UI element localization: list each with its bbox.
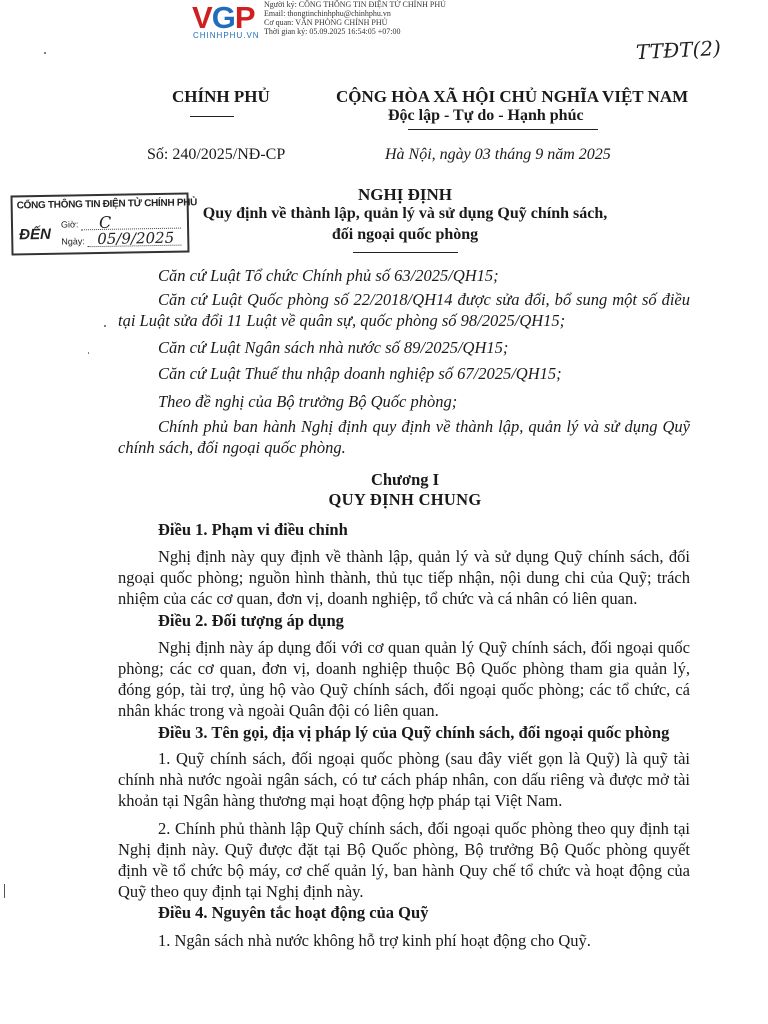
email-line: Email: thongtinchinhphu@chinhphu.vn [264,9,391,18]
signer-line: Người ký: CỔNG THÔNG TIN ĐIỆN TỬ CHÍNH PHỦ [264,0,446,9]
enactment-clause: Chính phủ ban hành Nghị định quy định về thành lập, quản lý và sử dụng Quỹ chính sách, đối ngoại quốc phòng. [118,417,690,457]
issuer-name: CHÍNH PHỦ [172,87,270,106]
signed-time-line: Thời gian ký: 05.09.2025 16:54:05 +07:00 [264,27,401,36]
issuer-underline [190,116,234,117]
place-and-date: Hà Nội, ngày 03 tháng 9 năm 2025 [385,146,611,163]
stamp-den: ĐẾN [19,225,51,244]
decree-title-line-1: Quy định về thành lập, quản lý và sử dụng Quỹ chính sách, [202,205,608,222]
document-number: Số: 240/2025/NĐ-CP [147,146,286,163]
chapter-title: QUY ĐỊNH CHUNG [328,490,482,509]
vgp-logo [192,2,272,42]
article-heading: Điều 1. Phạm vi điều chỉnh [158,520,348,539]
stamp-hour-value: C [98,212,112,233]
legal-basis: Theo đề nghị của Bộ trưởng Bộ Quốc phòng; [158,392,458,411]
article-heading: Điều 3. Tên gọi, địa vị pháp lý của Quỹ chính sách, đối ngoại quốc phòng [158,723,670,742]
agency-line: Cơ quan: VĂN PHÒNG CHÍNH PHỦ [264,18,388,27]
nation-name: CỘNG HÒA XÃ HỘI CHỦ NGHĨA VIỆT NAM [336,87,689,106]
article-paragraph: Nghị định này áp dụng đối với cơ quan quản lý Quỹ chính sách, đối ngoại quốc phòng; các cơ quan, đơn vị, doanh nghiệp thuộc Bộ Quốc phòng tham gia quản lý, đóng góp, tài trợ, ủng hộ vào Quỹ chính sách, đối ngoại quốc phòng; các tổ chức, cá nhân khác trong và ngoài Quân đội có liên quan. [118,638,690,720]
article-heading: Điều 2. Đối tượng áp dụng [158,611,344,630]
national-motto: Độc lập - Tự do - Hạnh phúc [388,107,584,124]
scan-speck [88,352,89,354]
legal-basis: Căn cứ Luật Tổ chức Chính phủ số 63/2025/QH15; [158,266,499,285]
legal-basis: Căn cứ Luật Quốc phòng số 22/2018/QH14 được sửa đổi, bổ sung một số điều tại Luật sửa đổi 11 Luật về quân sự, quốc phòng số 98/2025/QH15; [118,290,690,330]
article-paragraph: 1. Quỹ chính sách, đối ngoại quốc phòng (sau đây viết gọn là Quỹ) là quỹ tài chính nhà nước ngoài ngân sách, có tư cách pháp nhân, con dấu riêng và được mở tài khoản tại Ngân hàng thương mại hoạt động hợp pháp tại Việt Nam. [118,749,690,810]
stamp-date-label: Ngày: [61,236,85,247]
stamp-hour-label: Giờ: [60,219,79,230]
scan-speck [104,325,106,327]
handwritten-note: TTĐT(2) [635,35,722,65]
title-underline [353,252,458,253]
article-paragraph: Nghị định này quy định về thành lập, quản lý và sử dụng Quỹ chính sách, đối ngoại quốc phòng; nguồn hình thành, thủ tục tiếp nhận, nội dung chi của Quỹ; trách nhiệm của các cơ quan, đơn vị, doanh nghiệp, tổ chức và cá nhân có liên quan. [118,547,690,608]
article-heading: Điều 4. Nguyên tắc hoạt động của Quỹ [158,903,429,922]
digital-signature-info [264,0,446,36]
legal-basis: Căn cứ Luật Ngân sách nhà nước số 89/2025/QH15; [158,338,509,357]
article-paragraph: 1. Ngân sách nhà nước không hỗ trợ kinh phí hoạt động cho Quỹ. [158,931,591,950]
legal-basis: Căn cứ Luật Thuế thu nhập doanh nghiệp số 67/2025/QH15; [158,364,562,383]
vgp-logo-site: CHINHPHU.VN [193,31,260,40]
vgp-logo-text: VGP [192,0,255,35]
scan-speck [44,52,46,54]
scan-speck [4,884,5,898]
decree-title-line-2: đối ngoại quốc phòng [331,226,479,243]
stamp-date-value: 05/9/2025 [97,228,175,249]
motto-underline [408,129,598,130]
article-paragraph: 2. Chính phủ thành lập Quỹ chính sách, đối ngoại quốc phòng theo quy định tại Nghị định này. Quỹ được đặt tại Bộ Quốc phòng, Bộ trưởng Bộ Quốc phòng quyết định về tổ chức bộ máy, cơ chế quản lý, ban hành Quy chế tổ chức và hoạt động của Quỹ theo quy định tại Nghị định này. [118,819,690,901]
stamp-org: CỔNG THÔNG TIN ĐIỆN TỬ CHÍNH PHỦ [16,197,198,212]
decree-type: NGHỊ ĐỊNH [358,185,452,204]
chapter-number: Chương I [370,470,440,489]
